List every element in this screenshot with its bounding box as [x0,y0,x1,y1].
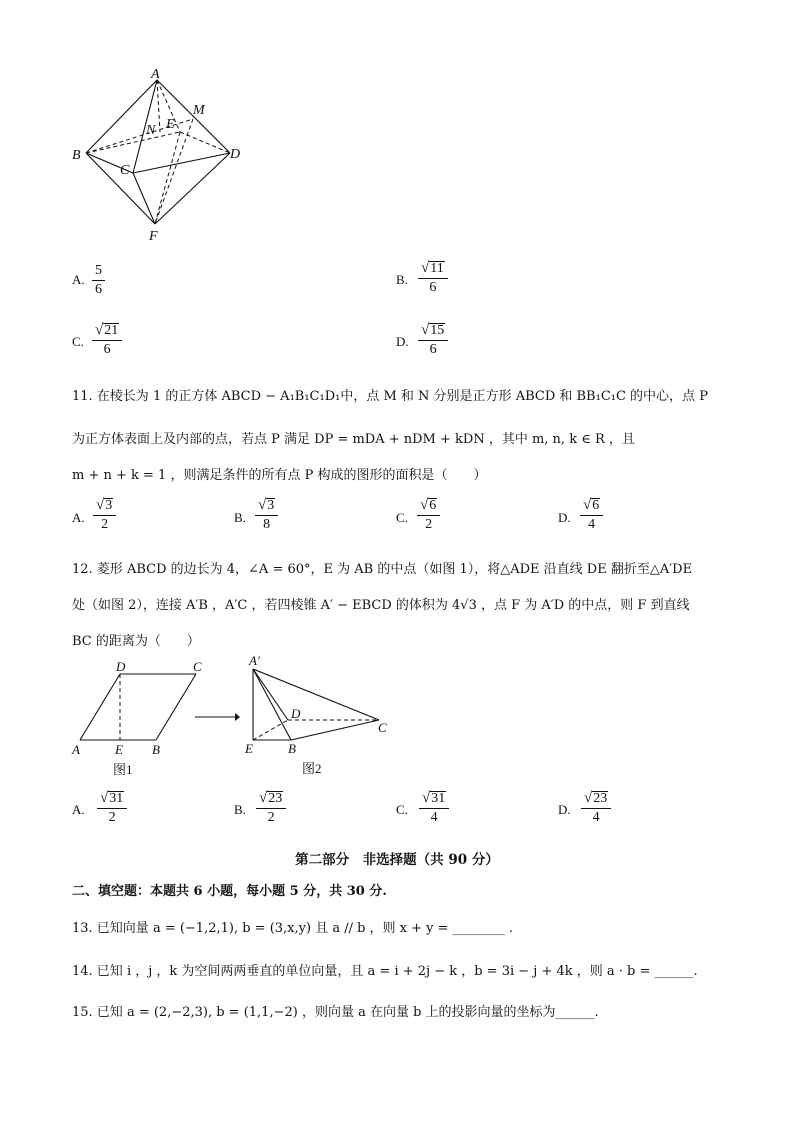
edge-ef-dashed [155,132,180,224]
q11-a-num: 3 [105,498,113,513]
part2-title: 第二部分 非选择题（共 90 分） [295,852,499,868]
edge-bc [156,674,196,740]
q12-b-num: 23 [268,791,283,806]
q11-b-den: 8 [263,517,271,532]
fig2-label-d: D [291,706,301,721]
q11-line1: 11. 在棱长为 1 的正方体 ABCD − A₁B₁C₁D₁中，点 M 和 N 分别是正方形 ABCD 和 BB₁C₁C 的中心，点 P [72,389,708,404]
q10-d-num: 15 [430,323,445,338]
edge-cd [133,153,230,173]
q12-a-num: 31 [109,791,124,806]
edge-ed-dashed [253,720,288,740]
q10-option-d-value: √ 15 6 [418,322,448,359]
arrow-icon [193,710,241,724]
fig2-label-a1: A′ [249,653,260,668]
q11-option-a-label: A. [72,510,85,525]
label-m: M [193,103,205,118]
q12-a-den: 2 [108,810,116,825]
edge-bc [291,720,379,740]
edge-ad [80,674,120,740]
q11-option-b-value: √ 3 8 [255,497,278,534]
q11-option-b-label: B. [234,510,246,525]
section2-heading: 二、填空题：本题共 6 小题，每小题 5 分，共 30 分. [72,884,387,899]
q11-d-den: 4 [588,517,596,532]
q11-option-d-value: √ 6 4 [580,497,603,534]
q12-option-d-value: √ 23 4 [581,790,611,827]
q10-option-c-value: √ 21 6 [92,322,122,359]
q13-text: 13. 已知向量 a = (−1,2,1), b = (3,x,y) 且 a // b ，则 x + y = ________ . [72,921,513,936]
fig1-label-b: B [152,742,160,757]
q12-option-a-label: A. [72,802,85,817]
q10-option-c-label: C. [72,334,84,349]
fig2-label-c: C [378,720,387,735]
label-e: E [166,117,175,132]
fig1-label-e: E [115,742,123,757]
fig2-label-b: B [288,741,296,756]
edge-df [155,153,230,224]
q11-option-d-label: D. [558,510,571,525]
q11-line3: m + n + k = 1 ，则满足条件的所有点 P 构成的图形的面积是（ ） [72,468,487,483]
edge-cf [133,173,155,224]
q12-b-den: 2 [267,810,275,825]
label-c: C [120,163,130,178]
edge-an-dashed [157,80,160,132]
q12-option-a-value: √ 31 2 [97,790,127,827]
edge-mf-dashed [155,119,193,224]
q12-c-num: 31 [431,791,446,806]
octahedron-figure [60,62,260,247]
edge-a1c [253,669,379,720]
q12-c-den: 4 [430,810,438,825]
edge-be-dashed [86,132,180,153]
label-d: D [230,147,241,162]
q10-d-den: 6 [429,342,437,357]
fig2-caption: 图2 [302,761,322,776]
q11-option-c-label: C. [396,510,408,525]
q12-option-b-label: B. [234,802,246,817]
q10-option-b-value: √ 11 6 [418,260,448,297]
q10-b-num: 11 [430,261,444,276]
label-a: A [151,67,160,82]
fig2-label-e: E [245,741,253,756]
q12-option-d-label: D. [558,802,571,817]
q10-option-a-value [92,262,105,299]
q14-text: 14. 已知 i ，j ，k 为空间两两垂直的单位向量，且 a = i + 2j − k ，b = 3i − j + 4k ，则 a · b = ______. [72,964,698,979]
label-b: B [72,148,81,163]
q11-c-den: 2 [425,517,433,532]
q11-d-num: 6 [592,498,600,513]
q12-d-num: 23 [593,791,608,806]
q10-a-den: 6 [95,282,102,297]
q10-option-a-label: A. [72,272,85,287]
q10-c-den: 6 [103,342,111,357]
q10-option-b-label: B. [396,272,408,287]
q12-d-den: 4 [592,810,600,825]
q12-line1: 12. 菱形 ABCD 的边长为 4，∠A = 60°，E 为 AB 的中点（如图 1），将△ADE 沿直线 DE 翻折至△A′DE [72,562,693,577]
q11-c-num: 6 [429,498,437,513]
q11-b-num: 3 [267,498,275,513]
q15-text: 15. 已知 a = (2,−2,3), b = (1,1,−2) ，则向量 a 在向量 b 上的投影向量的坐标为______. [72,1005,599,1020]
q11-option-c-value: √ 6 2 [417,497,440,534]
fig1-caption: 图1 [113,762,133,777]
label-n: N [146,123,156,138]
q12-option-c-value: √ 31 4 [419,790,449,827]
label-f: F [149,229,158,244]
q10-b-den: 6 [429,280,437,295]
pyramid-figure-2 [240,652,400,778]
q12-line2: 处（如图 2），连接 A′B ，A′C ，若四棱锥 A′ − EBCD 的体积为 4√3 ，点 F 为 A′D 的中点，则 F 到直线 [72,598,690,613]
q11-option-a-value: √ 3 2 [93,497,116,534]
q12-option-c-label: C. [396,802,408,817]
q12-option-b-value: √ 23 2 [256,790,286,827]
q10-c-num: 21 [104,323,119,338]
q11-a-den: 2 [101,517,109,532]
q10-a-num: 5 [92,262,105,281]
fig1-label-a: A [72,742,80,757]
q12-line3: BC 的距离为（ ） [72,634,200,649]
q11-line2: 为正方体表面上及内部的点，若点 P 满足 DP = mDA + nDM + kDN ，其中 m, n, k ∈ R ，且 [72,432,635,447]
fig1-label-c: C [193,659,202,674]
fig1-label-d: D [116,659,126,674]
q10-option-d-label: D. [396,334,409,349]
